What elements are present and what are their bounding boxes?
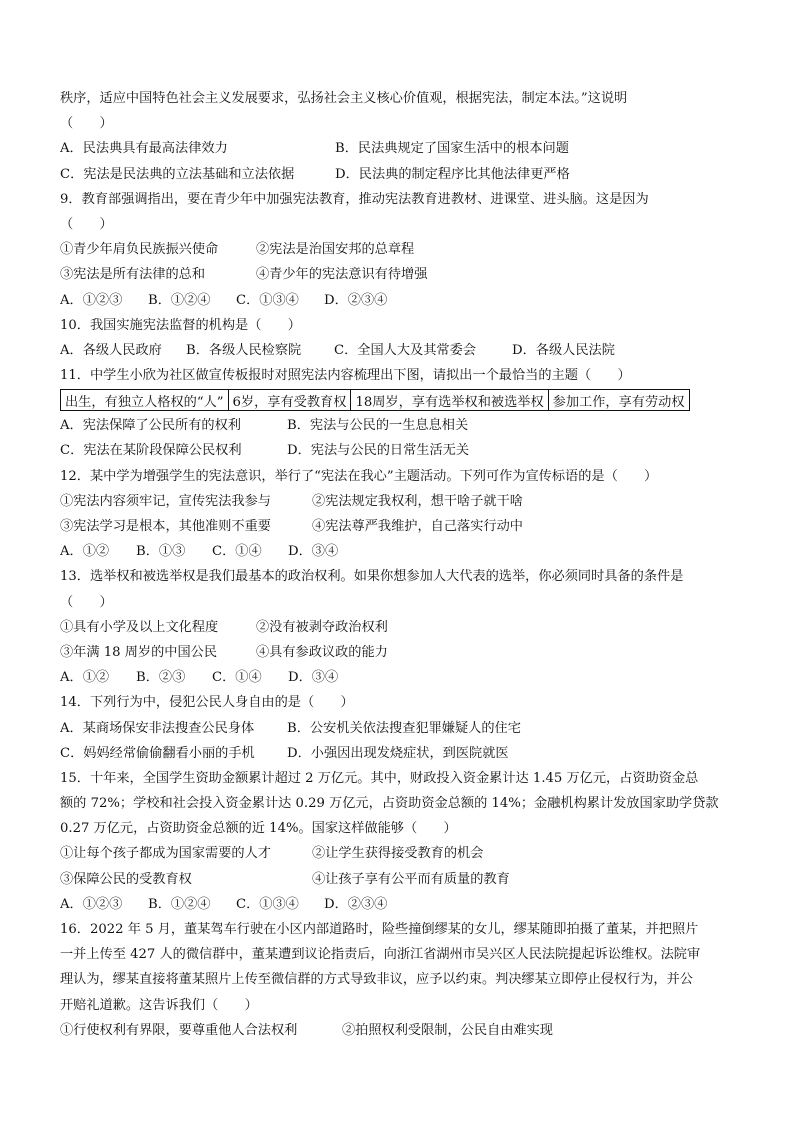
q15-option-a: A．①②③ [60, 896, 123, 912]
q11-options-row-2 [60, 438, 736, 463]
q13-item-3: ③年满 18 周岁的中国公民 [60, 644, 218, 660]
q9-items-row-2 [60, 262, 736, 287]
q9-options [60, 288, 736, 313]
q14-option-a: A．某商场保安非法搜查公民身体 [60, 720, 255, 736]
q15-stem-line-2: 额的 72%；学校和社会投入资金累计达 0.29 万亿元，占资助资金总额的 14%；金融机构累计发放国家助学贷款 [60, 796, 719, 812]
q15-item-1: ①让每个孩子都成为国家需要的人才 [60, 846, 271, 862]
q8-options-row-1 [60, 136, 736, 161]
q10-option-c: C．全国人大及其常委会 [334, 342, 476, 358]
q11-cell-work: 参加工作，享有劳动权 [548, 390, 689, 411]
q16-items-row-1 [60, 1018, 736, 1043]
q11-rights-table [60, 389, 690, 411]
q16-stem-line-1: 16．2022 年 5 月，董某驾车行驶在小区内部道路时，险些撞倒缪某的女儿，缪某随即拍摄了董某，并把照片 [60, 922, 699, 937]
q13-option-a: A．①② [60, 670, 110, 686]
q15-option-b: B．①②④ [148, 896, 211, 912]
q12-item-2: ②宪法规定我权利，想干啥子就干啥 [312, 493, 523, 509]
q14-option-c: C．妈妈经常偷偷翻看小丽的手机 [60, 745, 255, 761]
q8-option-b: B．民法典规定了国家生活中的根本问题 [335, 141, 569, 157]
q9-option-b: B．①②④ [148, 292, 211, 308]
q13-items-row-1 [60, 615, 736, 640]
q8-options-row-2 [60, 162, 736, 187]
q11-stem: 11．中学生小欣为社区做宣传板报时对照宪法内容梳理出下图，请拟出一个最恰当的主题（ ） [60, 368, 631, 384]
q16-item-2: ②拍照权利受限制，公民自由难实现 [342, 1022, 553, 1038]
q11-option-c: C．宪法在某阶段保障公民权利 [60, 443, 242, 459]
q13-option-c: C．①④ [212, 670, 262, 686]
q13-item-2: ②没有被剥夺政治权利 [256, 619, 388, 635]
q9-answer-paren: （ ） [60, 216, 113, 232]
q8-option-d: D．民法典的制定程序比其他法律更严格 [335, 166, 570, 182]
q9-item-3: ③宪法是所有法律的总和 [60, 267, 206, 283]
q15-stem-line-3: 0.27 万亿元，占资助资金总额的近 14%。国家这样做能够（ ） [60, 821, 457, 837]
q9-item-4: ④青少年的宪法意识有待增强 [256, 267, 428, 283]
q10-option-a: A．各级人民政府 [60, 342, 162, 358]
q13-items-row-2 [60, 640, 736, 665]
q12-item-3: ③宪法学习是根本，其他准则不重要 [60, 519, 271, 534]
q10-stem: 10．我国实施宪法监督的机构是（ ） [60, 317, 301, 333]
q12-option-d: D．③④ [288, 544, 339, 560]
q15-item-2: ②让学生获得接受教育的机会 [312, 846, 484, 862]
q14-option-d: D．小强因出现发烧症状，到医院就医 [287, 745, 509, 761]
q9-stem: 9．教育部强调指出，要在青少年中加强宪法教育，推动宪法教育进教材、进课堂、进头脑。这是因为 [60, 191, 649, 207]
q8-answer-paren: （ ） [60, 116, 113, 132]
q13-option-d: D．③④ [288, 670, 339, 686]
q12-option-b: B．①③ [136, 544, 186, 560]
q15-items-row-1 [60, 841, 736, 866]
q14-options-row-1 [60, 716, 736, 741]
q12-stem: 12．某中学为增强学生的宪法意识，举行了“宪法在我心”主题活动。下列可作为宣传标语的是（ ） [60, 468, 658, 484]
q9-option-c: C．①③④ [236, 292, 299, 308]
q13-options [60, 665, 736, 690]
q11-table-row [61, 390, 690, 411]
q10-option-b: B．各级人民检察院 [186, 342, 302, 358]
q15-item-4: ④让孩子享有公平而有质量的教育 [312, 871, 510, 887]
q16-item-1: ①行使权利有界限，要尊重他人合法权利 [60, 1022, 298, 1038]
q11-option-b: B．宪法与公民的一生息息相关 [287, 418, 469, 434]
q13-item-4: ④具有参政议政的能力 [256, 644, 388, 660]
q15-option-d: D．②③④ [324, 896, 388, 912]
q10-options [60, 338, 736, 363]
q9-item-1: ①青少年肩负民族振兴使命 [60, 242, 219, 258]
q11-option-a: A．宪法保障了公民所有的权利 [60, 418, 241, 434]
q14-stem: 14．下列行为中，侵犯公民人身自由的是（ ） [60, 695, 354, 711]
q12-items-row-2 [60, 514, 736, 539]
q16-stem-line-4: 开赔礼道歉。这告诉我们（ ） [60, 997, 258, 1013]
q8-option-c: C．宪法是民法典的立法基础和立法依据 [60, 166, 295, 182]
q11-cell-age-6: 6岁，享有受教育权 [228, 390, 351, 411]
q9-option-a: A．①②③ [60, 292, 123, 308]
exam-page [60, 86, 736, 1043]
q12-option-a: A．①② [60, 544, 110, 560]
q13-item-1: ①具有小学及以上文化程度 [60, 619, 219, 635]
q15-stem-line-1: 15．十年来，全国学生资助金额累计超过 2 万亿元。其中，财政投入资金累计达 1.45 万亿元，占资助资金总 [60, 770, 699, 786]
q12-option-c: C．①④ [212, 544, 262, 560]
q13-option-b: B．②③ [136, 670, 186, 686]
q13-answer-paren: （ ） [60, 594, 113, 610]
q10-option-d: D．各级人民法院 [512, 342, 615, 358]
q11-option-d: D．宪法与公民的日常生活无关 [287, 443, 470, 459]
q8-option-a: A．民法典具有最高法律效力 [60, 141, 228, 157]
q11-cell-age-18: 18周岁，享有选举权和被选举权 [351, 390, 548, 411]
q13-stem: 13．选举权和被选举权是我们最基本的政治权利。如果你想参加人大代表的选举，你必须同时具备的条件是 [60, 569, 684, 585]
q9-option-d: D．②③④ [324, 292, 388, 308]
q11-cell-birth: 出生，有独立人格权的“人” [61, 390, 229, 411]
q8-stem: 秩序，适应中国特色社会主义发展要求，弘扬社会主义核心价值观，根据宪法，制定本法。”这说明 [60, 91, 628, 106]
q12-item-4: ④宪法尊严我维护，自己落实行动中 [312, 519, 523, 534]
q12-items-row-1 [60, 489, 736, 514]
q15-option-c: C．①③④ [236, 896, 299, 912]
q11-options-row-1 [60, 413, 736, 438]
q16-stem-line-2: 一并上传至 427 人的微信群中，董某遭到议论指责后，向浙江省湖州市吴兴区人民法院提起诉讼维权。法院审 [60, 947, 701, 963]
q15-item-3: ③保障公民的受教育权 [60, 871, 192, 887]
q15-items-row-2 [60, 867, 736, 892]
q14-option-b: B．公安机关依法搜查犯罪嫌疑人的住宅 [287, 720, 521, 736]
q12-options [60, 539, 736, 564]
q14-options-row-2 [60, 741, 736, 766]
q9-item-2: ②宪法是治国安邦的总章程 [256, 242, 415, 258]
q16-stem-line-3: 理认为，缪某直接将董某照片上传至微信群的方式导致非议，应予以约束。判决缪某立即停止侵权行为，并公 [60, 972, 693, 988]
q15-options [60, 892, 736, 917]
q12-item-1: ①宪法内容须牢记，宣传宪法我参与 [60, 493, 271, 509]
q9-items-row-1 [60, 237, 736, 262]
